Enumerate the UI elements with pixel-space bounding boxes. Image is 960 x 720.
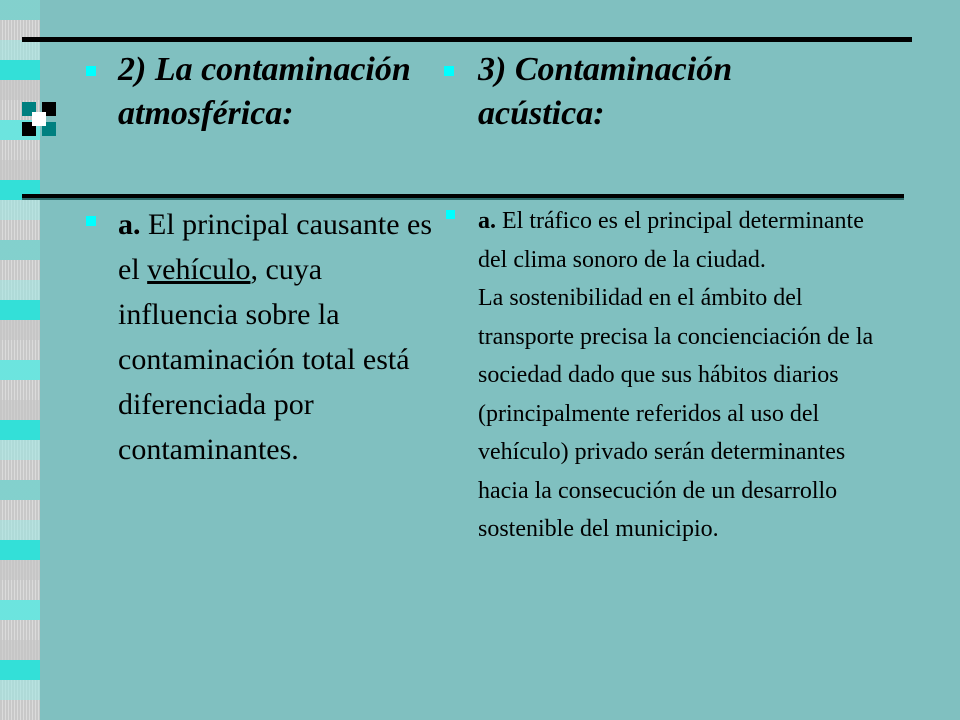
left-body-after: , cuya influencia sobre la contaminación total está diferenciada por contaminantes. <box>118 253 410 466</box>
left-body-text <box>118 202 448 472</box>
bullet-icon <box>444 66 454 76</box>
vehiculo-link[interactable]: vehículo <box>147 253 251 286</box>
checker-ornament <box>22 102 56 136</box>
bullet-icon <box>86 66 96 76</box>
right-heading: 3) Contaminación acústica: <box>478 51 733 132</box>
left-body-before: El principal causante es el <box>118 208 433 286</box>
right-body-prefix: a. <box>478 208 496 234</box>
right-body-line2: La sostenibilidad en el ámbito del transporte precisa la concienciación de la sociedad dado que sus hábitos diarios (principalmente referidos al uso del vehículo) privado serán determinantes hacia la consecución de un desarrollo sostenible del municipio. <box>478 285 874 542</box>
left-body-prefix: a. <box>118 208 141 241</box>
middle-rule <box>22 194 904 200</box>
right-body-line1: El tráfico es el principal determinante del clima sonoro de la ciudad. <box>478 208 864 273</box>
top-rule <box>22 37 912 42</box>
right-body-text <box>478 202 888 549</box>
bullet-icon <box>86 216 96 226</box>
bullet-icon <box>446 210 455 219</box>
left-heading: 2) La contaminación atmosférica: <box>118 51 411 132</box>
